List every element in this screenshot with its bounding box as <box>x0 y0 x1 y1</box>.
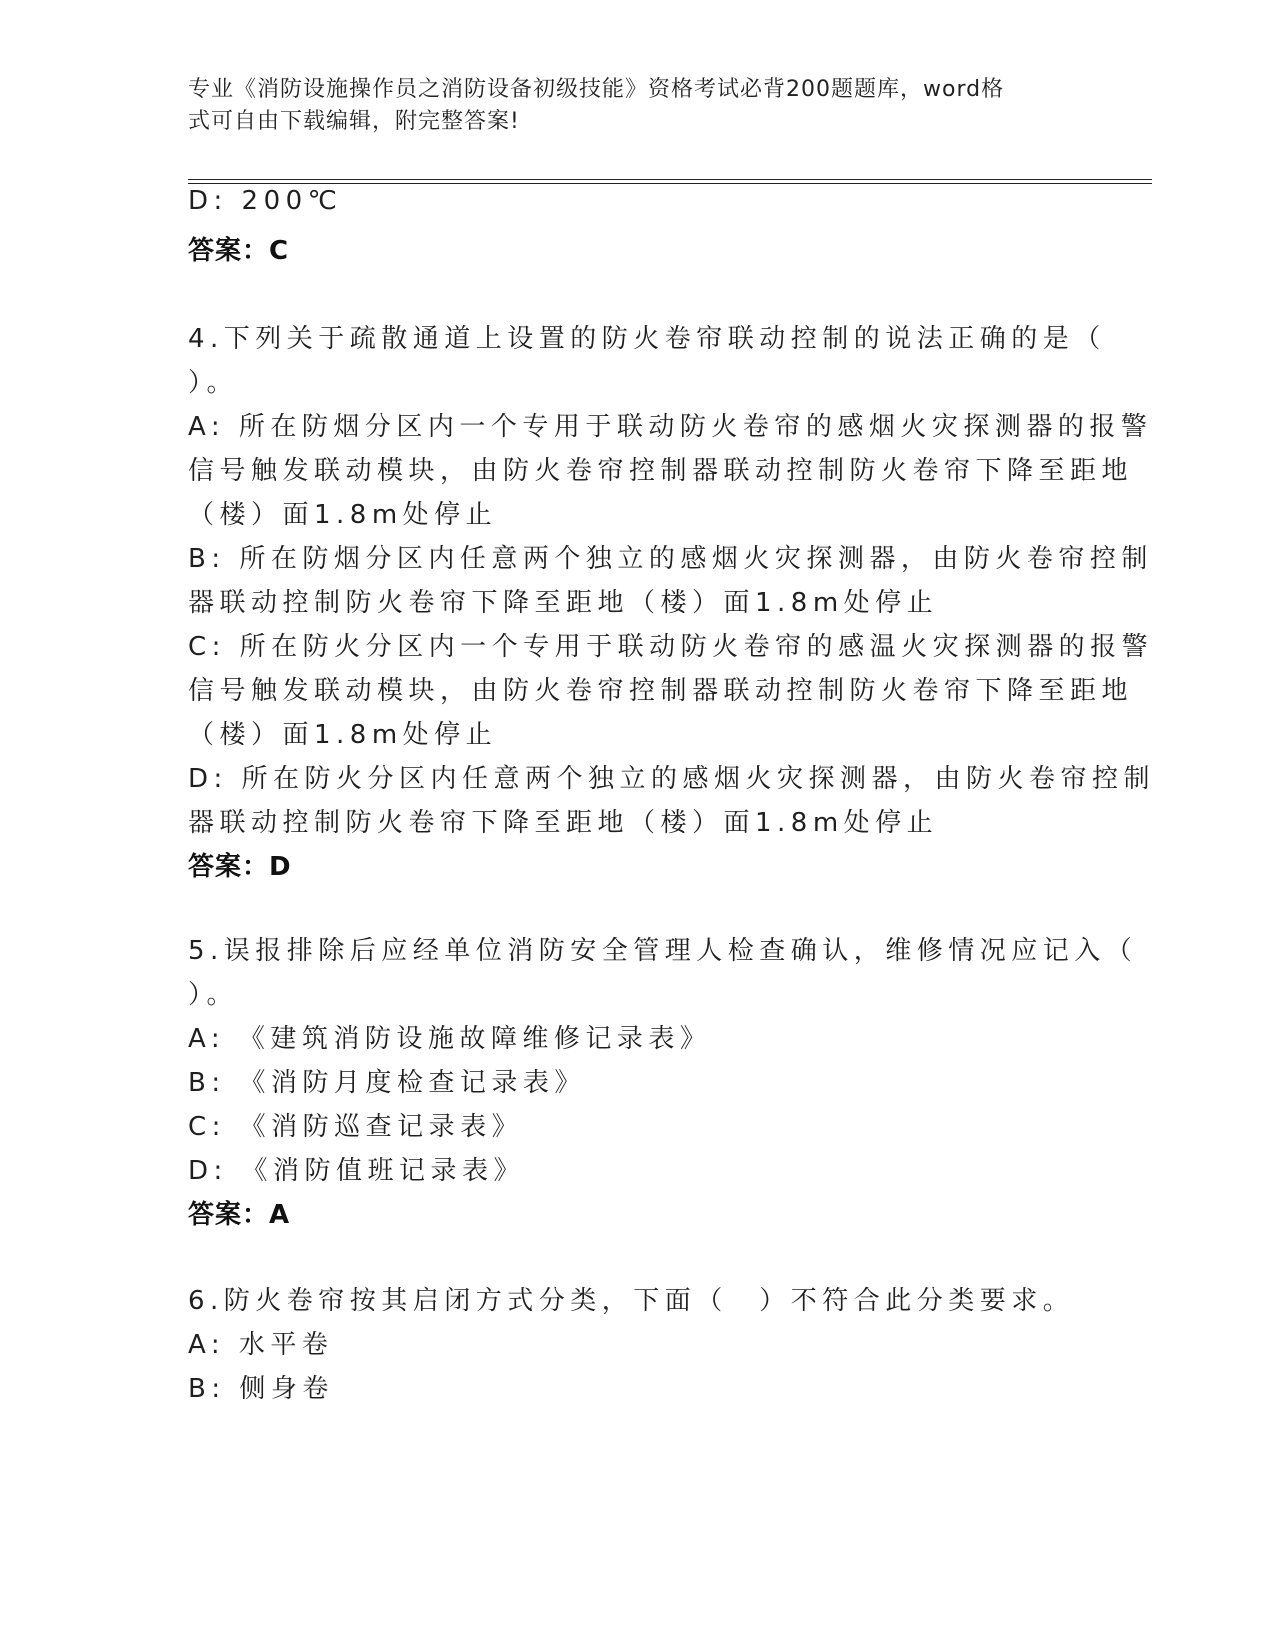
q6-option-a: A: 水平卷 <box>188 1330 334 1360</box>
q4-answer: 答案：D <box>188 852 292 882</box>
header-line-2: 式可自由下载编辑，附完整答案! <box>188 109 520 134</box>
header-divider-bottom <box>188 183 1152 184</box>
q3-answer: 答案：C <box>188 236 290 266</box>
q4-option-c-line-1: C: 所在防火分区内一个专用于联动防火卷帘的感温火灾探测器的报警 <box>188 632 1154 662</box>
q4-stem-line-2: ）。 <box>188 368 239 398</box>
q6-stem: 6.防火卷帘按其启闭方式分类，下面（ ）不符合此分类要求。 <box>188 1286 1075 1316</box>
q4-option-a-line-1: A: 所在防烟分区内一个专用于联动防火卷帘的感烟火灾探测器的报警 <box>188 412 1153 442</box>
q5-stem-line-2: ）。 <box>188 980 239 1010</box>
q5-stem-line-1: 5.误报排除后应经单位消防安全管理人检查确认，维修情况应记入（ <box>188 936 1138 966</box>
q4-option-b-line-1: B: 所在防烟分区内任意两个独立的感烟火灾探测器，由防火卷帘控制 <box>188 544 1153 574</box>
document-header <box>188 74 1068 138</box>
q5-option-d: D: 《消防值班记录表》 <box>188 1156 526 1186</box>
q4-stem-line-1: 4.下列关于疏散通道上设置的防火卷帘联动控制的说法正确的是（ <box>188 324 1106 354</box>
q4-option-a-line-3: （楼）面1.8m处停止 <box>188 500 498 530</box>
header-divider-top <box>188 179 1152 180</box>
q4-option-d-line-2: 器联动控制防火卷帘下降至距地（楼）面1.8m处停止 <box>188 808 939 838</box>
q5-option-a: A: 《建筑消防设施故障维修记录表》 <box>188 1024 712 1054</box>
q5-answer: 答案：A <box>188 1200 291 1230</box>
q5-option-c: C: 《消防巡查记录表》 <box>188 1112 524 1142</box>
q5-option-b: B: 《消防月度检查记录表》 <box>188 1068 586 1098</box>
q6-option-b: B: 侧身卷 <box>188 1374 334 1404</box>
q4-option-c-line-3: （楼）面1.8m处停止 <box>188 720 498 750</box>
q4-option-b-line-2: 器联动控制防火卷帘下降至距地（楼）面1.8m处停止 <box>188 588 939 618</box>
q4-option-d-line-1: D: 所在防火分区内任意两个独立的感烟火灾探测器，由防火卷帘控制 <box>188 764 1156 794</box>
q4-option-a-line-2: 信号触发联动模块，由防火卷帘控制器联动控制防火卷帘下降至距地 <box>188 456 1134 486</box>
header-line-1: 专业《消防设施操作员之消防设备初级技能》资格考试必背200题题库，word格 <box>188 77 1005 102</box>
q3-option-d: D: 200℃ <box>188 186 343 216</box>
q4-option-c-line-2: 信号触发联动模块，由防火卷帘控制器联动控制防火卷帘下降至距地 <box>188 676 1134 706</box>
